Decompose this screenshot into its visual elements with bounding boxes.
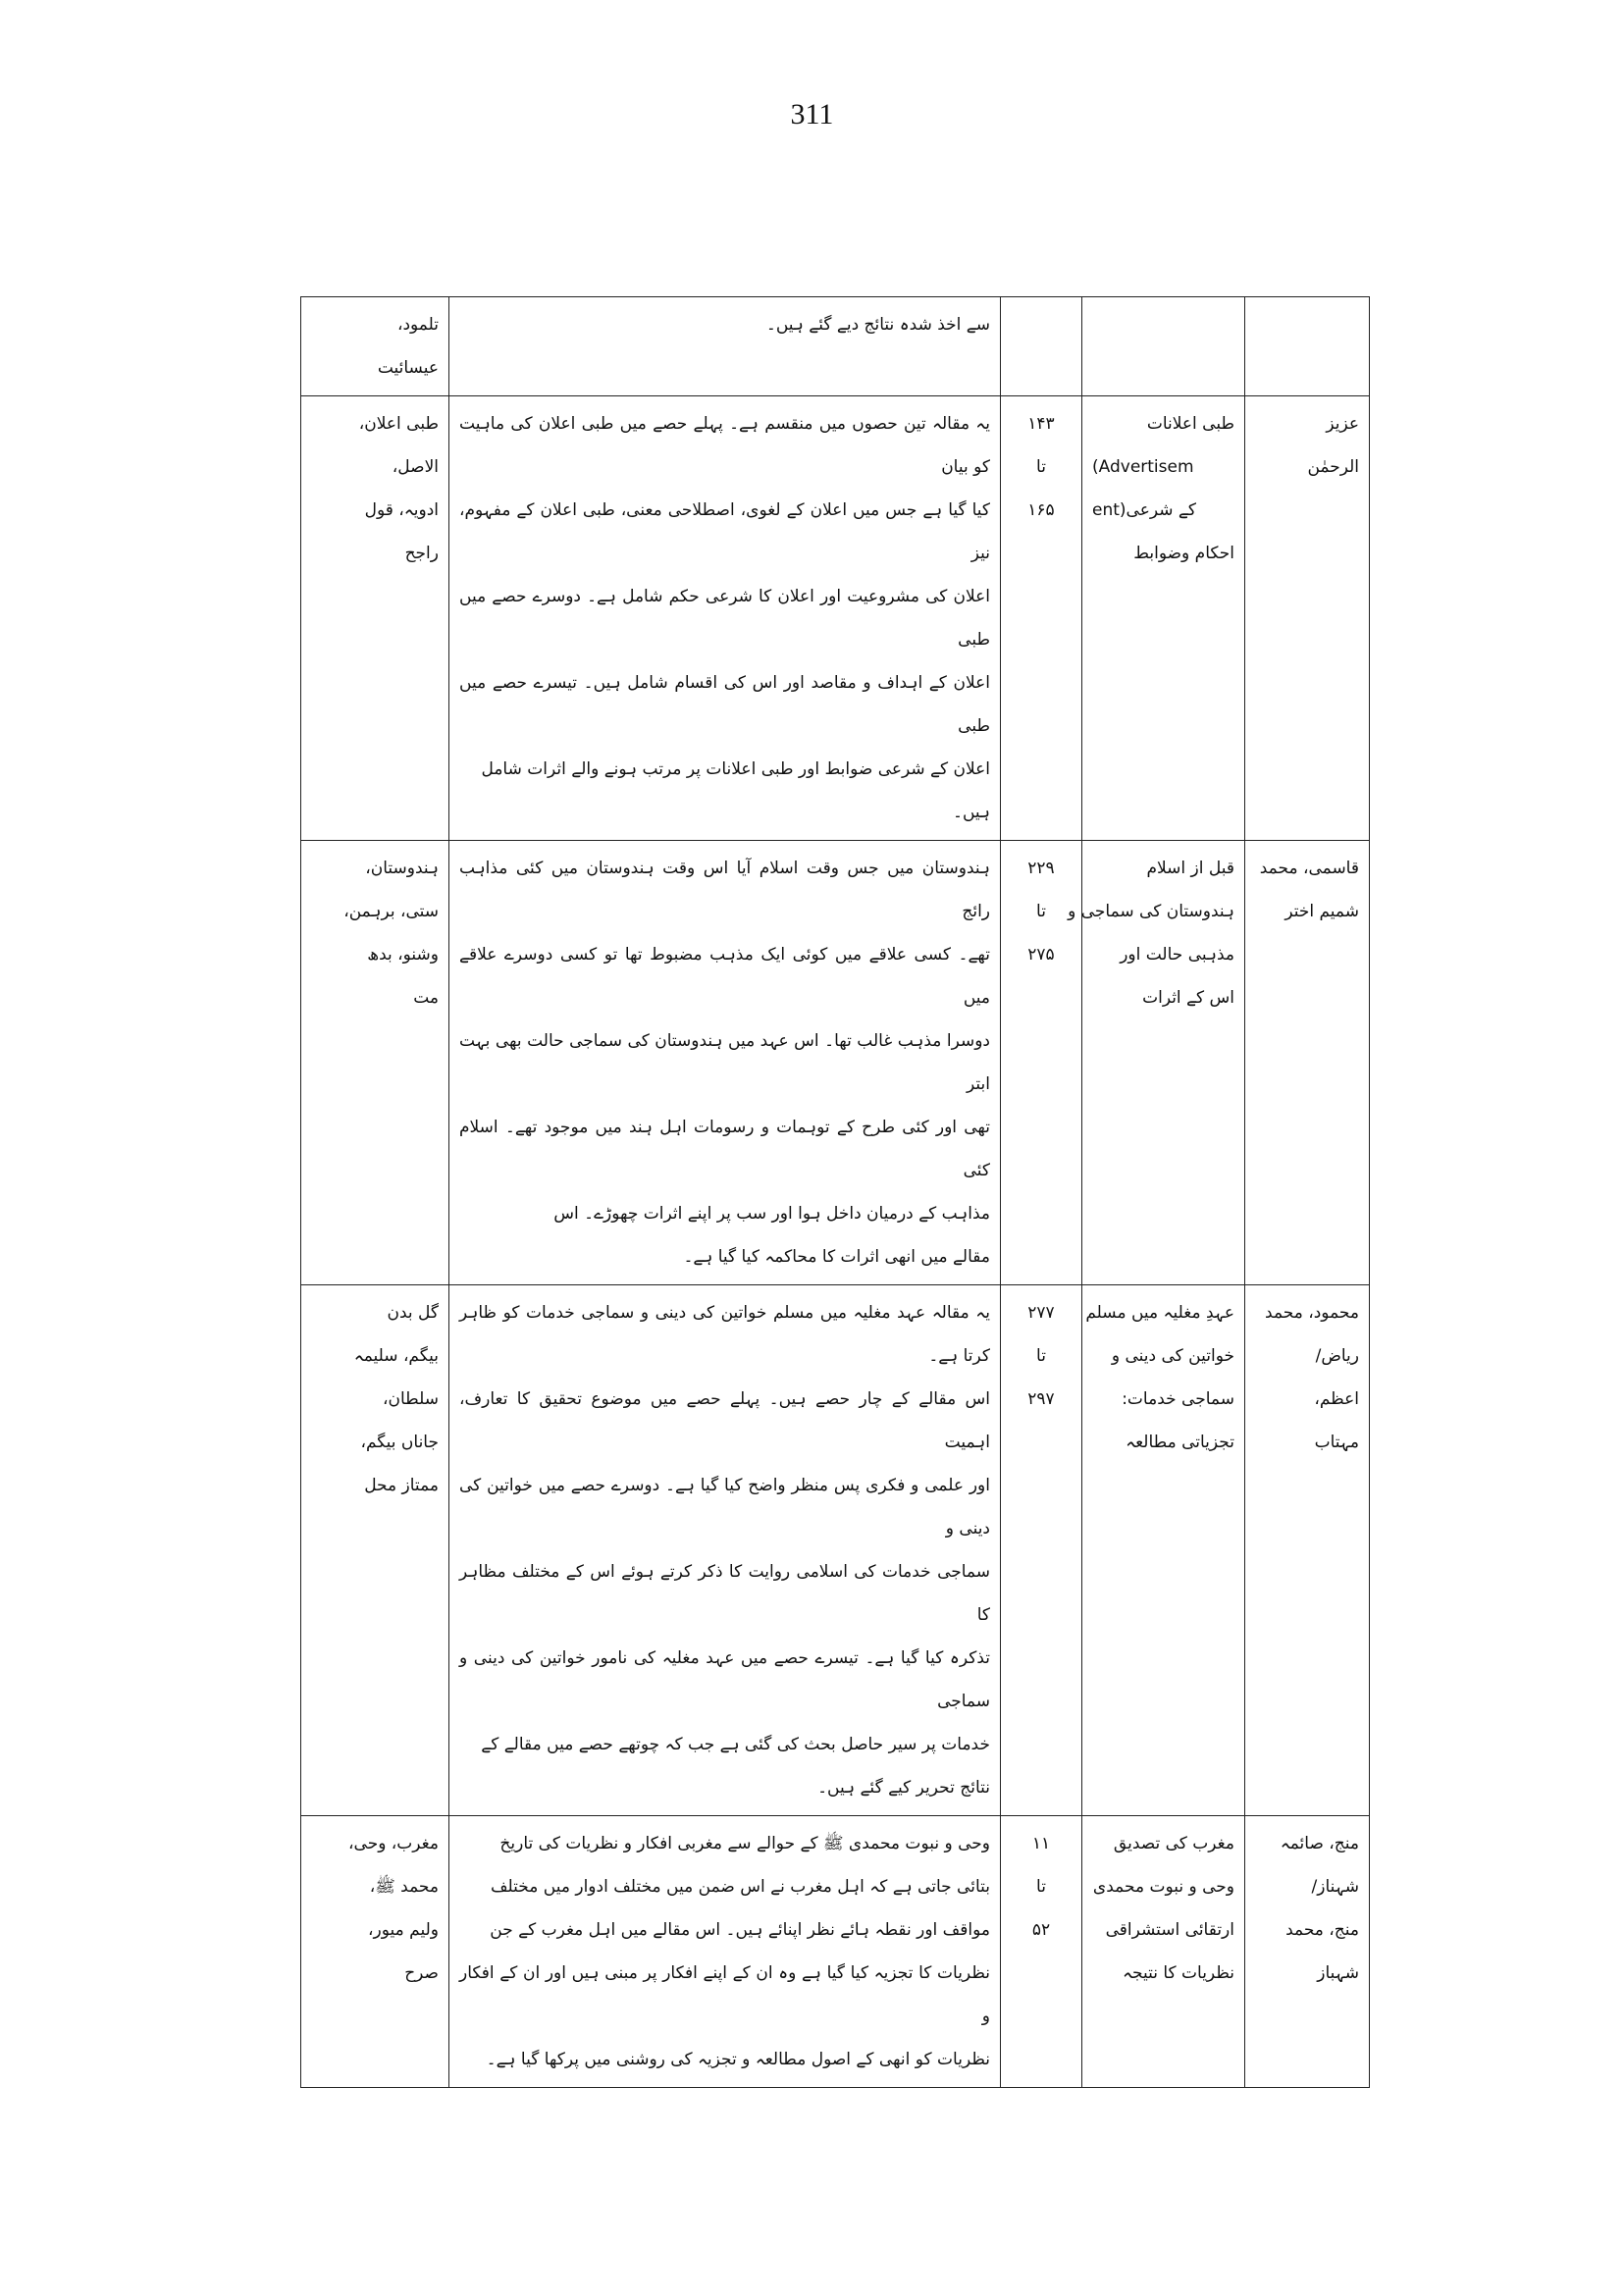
summary-line: اس مقالے کے چار حصے ہیں۔ پہلے حصے میں موضوع تحقیق کا تعارف، اہمیت — [459, 1389, 990, 1452]
summary-cell — [449, 841, 1001, 1285]
summary-line: نظریات کو انھی کے اصول مطالعہ و تجزیہ کی روشنی میں پرکھا گیا ہے۔ — [486, 2050, 990, 2069]
title-line: (Advertisem — [1092, 457, 1194, 477]
summary-line: بتائی جاتی ہے کہ اہل مغرب نے اس ضمن میں مختلف ادوار میں مختلف — [490, 1877, 990, 1897]
author-cell — [1245, 396, 1370, 841]
table-row — [301, 841, 1370, 1285]
keywords-line: محمد ﷺ، — [369, 1877, 439, 1897]
title-line: عہدِ مغلیہ میں مسلم — [1085, 1303, 1234, 1323]
keywords-line: تلمود، — [396, 315, 439, 335]
summary-cell — [449, 1816, 1001, 2088]
keywords-line: ادویہ، قول — [364, 500, 439, 520]
author-line: الرحمٰن — [1307, 457, 1359, 477]
title-cell — [1068, 841, 1245, 1285]
title-cell — [1082, 297, 1245, 396]
summary-line: یہ مقالہ تین حصوں میں منقسم ہے۔ پہلے حصے میں طبی اعلان کی ماہیت کو بیان — [459, 414, 990, 477]
title-line: سماجی خدمات: — [1122, 1389, 1234, 1409]
title-line: طبی اعلانات — [1146, 414, 1234, 434]
keywords-line: سلطان، — [383, 1389, 439, 1409]
pages-line: ۲۹۷ — [1027, 1389, 1055, 1409]
summary-line: ہیں۔ — [953, 803, 990, 822]
pages-line: ۵۲ — [1031, 1920, 1051, 1940]
summary-line: مذاہب کے درمیان داخل ہوا اور سب پر اپنے اثرات چھوڑے۔ اس — [553, 1204, 990, 1224]
author-line: شہناز/ — [1311, 1877, 1359, 1897]
keywords-cell — [301, 841, 449, 1285]
summary-line: تذکرہ کیا گیا ہے۔ تیسرے حصے میں عہد مغلیہ کی نامور خواتین کی دینی و سماجی — [459, 1648, 990, 1711]
summary-cell — [449, 1285, 1001, 1816]
summary-line: تھے۔ کسی علاقے میں کوئی ایک مذہب مضبوط تھا تو کسی دوسرے علاقے میں — [459, 945, 990, 1008]
author-line: ریاض/ — [1315, 1346, 1359, 1366]
author-line: شہباز — [1317, 1963, 1359, 1983]
title-line: ہندوستان کی سماجی و — [1068, 902, 1234, 921]
article-index-table — [300, 296, 1370, 2088]
author-line: شمیم اختر — [1284, 902, 1359, 921]
author-line: منج، صائمہ — [1280, 1834, 1359, 1853]
summary-line: اور علمی و فکری پس منظر واضح کیا گیا ہے۔ دوسرے حصے میں خواتین کی دینی و — [459, 1476, 990, 1539]
keywords-line: وشنو، بدھ — [367, 945, 439, 965]
summary-line: مواقف اور نقطہ ہائے نظر اپنائے ہیں۔ اس مقالے میں اہل مغرب کے جن — [490, 1920, 990, 1940]
summary-line: اعلان کے شرعی ضوابط اور طبی اعلانات پر مرتب ہونے والے اثرات شامل — [481, 759, 990, 779]
summary-cell — [449, 297, 1001, 396]
pages-line: ۲۲۹ — [1027, 859, 1055, 878]
summary-line: دوسرا مذہب غالب تھا۔ اس عہد میں ہندوستان کی سماجی حالت بھی بہت ابتر — [459, 1031, 990, 1094]
summary-line: سے اخذ شدہ نتائج دیے گئے ہیں۔ — [765, 315, 990, 335]
title-line: ent)کے شرعی — [1092, 500, 1196, 520]
keywords-line: ہندوستان، — [365, 859, 439, 878]
keywords-line: جاناں بیگم، — [360, 1433, 439, 1452]
keywords-line: الاصل، — [392, 457, 439, 477]
keywords-line: راجح — [404, 544, 439, 563]
title-cell — [1082, 396, 1245, 841]
summary-line: نتائج تحریر کیے گئے ہیں۔ — [817, 1778, 990, 1798]
keywords-line: ستی، برہمن، — [343, 902, 439, 921]
table-row — [301, 1816, 1370, 2088]
summary-line: کیا گیا ہے جس میں اعلان کے لغوی، اصطلاحی معنی، طبی اعلان کے مفہوم، نیز — [459, 500, 990, 563]
summary-line: وحی و نبوت محمدی ﷺ کے حوالے سے مغربی افکار و نظریات کی تاریخ — [499, 1834, 990, 1853]
keywords-line: بیگم، سلیمہ — [353, 1346, 439, 1366]
table-body — [301, 297, 1370, 2088]
title-line: مذہبی حالت اور — [1120, 945, 1234, 965]
summary-line: اعلان کے اہداف و مقاصد اور اس کی اقسام شامل ہیں۔ تیسرے حصے میں طبی — [459, 673, 990, 736]
title-cell — [1082, 1816, 1245, 2088]
title-line: احکام وضوابط — [1133, 544, 1234, 563]
title-cell — [1082, 1285, 1245, 1816]
summary-line: تھی اور کئی طرح کے توہمات و رسومات اہل ہند میں موجود تھے۔ اسلام کئی — [459, 1118, 990, 1180]
pages-line: تا — [1036, 1346, 1046, 1366]
keywords-line: طبی اعلان، — [358, 414, 439, 434]
pages-line: ۱۴۳ — [1027, 414, 1055, 434]
author-line: عزیز — [1326, 414, 1359, 434]
keywords-cell — [301, 396, 449, 841]
summary-line: سماجی خدمات کی اسلامی روایت کا ذکر کرتے ہوئے اس کے مختلف مظاہر کا — [459, 1562, 990, 1625]
page-number: 311 — [790, 98, 834, 130]
author-cell — [1245, 1285, 1370, 1816]
pages-cell — [1001, 1285, 1082, 1816]
summary-line: ہندوستان میں جس وقت اسلام آیا اس وقت ہندوستان میں کئی مذاہب رائج — [459, 859, 990, 921]
pages-cell — [1001, 297, 1082, 396]
title-line: اس کے اثرات — [1142, 988, 1234, 1008]
author-line: مہتاب — [1314, 1433, 1359, 1452]
keywords-line: صرح — [404, 1963, 439, 1983]
keywords-cell — [301, 1285, 449, 1816]
author-line: محمود، محمد — [1265, 1303, 1359, 1323]
keywords-line: مت — [413, 988, 439, 1008]
title-line: مغرب کی تصدیق — [1113, 1834, 1234, 1853]
keywords-cell — [301, 297, 449, 396]
pages-line: تا — [1036, 902, 1046, 921]
author-line: اعظم، — [1314, 1389, 1359, 1409]
author-cell — [1245, 1816, 1370, 2088]
keywords-cell — [301, 1816, 449, 2088]
summary-line: خدمات پر سیر حاصل بحث کی گئی ہے جب کہ چوتھے حصے میں مقالے کے — [481, 1735, 990, 1754]
table-row — [301, 1285, 1370, 1816]
keywords-line: عیسائیت — [377, 358, 439, 378]
title-line: وحی و نبوت محمدی — [1092, 1877, 1234, 1897]
pages-line: تا — [1036, 457, 1046, 477]
pages-cell — [1001, 1816, 1082, 2088]
pages-line: تا — [1036, 1877, 1046, 1897]
table-row — [301, 396, 1370, 841]
summary-line: اعلان کی مشروعیت اور اعلان کا شرعی حکم شامل ہے۔ دوسرے حصے میں طبی — [459, 587, 990, 650]
author-cell — [1245, 841, 1370, 1285]
title-line: خواتین کی دینی و — [1111, 1346, 1234, 1366]
author-line: منج، محمد — [1285, 1920, 1359, 1940]
pages-line: ۲۷۵ — [1027, 945, 1055, 965]
pages-line: ۲۷۷ — [1027, 1303, 1055, 1323]
author-line: قاسمی، محمد — [1259, 859, 1359, 878]
pages-cell — [1001, 396, 1082, 841]
table-row — [301, 297, 1370, 396]
summary-line: مقالے میں انھی اثرات کا محاکمہ کیا گیا ہے۔ — [683, 1247, 990, 1267]
keywords-line: ممتاز محل — [364, 1476, 439, 1495]
keywords-line: ولیم میور، — [368, 1920, 439, 1940]
summary-cell — [449, 396, 1001, 841]
title-line: قبل از اسلام — [1146, 859, 1234, 878]
author-cell — [1245, 297, 1370, 396]
title-line: نظریات کا نتیجہ — [1123, 1963, 1234, 1983]
keywords-line: مغرب، وحی، — [348, 1834, 439, 1853]
summary-line: نظریات کا تجزیہ کیا گیا ہے وہ ان کے اپنے افکار پر مبنی ہیں اور ان کے افکار و — [459, 1963, 990, 2026]
title-line: ارتقائی استشراقی — [1105, 1920, 1234, 1940]
pages-line: ۱۱ — [1031, 1834, 1051, 1853]
title-line: تجزیاتی مطالعہ — [1126, 1433, 1234, 1452]
pages-line: ۱۶۵ — [1027, 500, 1055, 520]
summary-line: یہ مقالہ عہد مغلیہ میں مسلم خواتین کی دینی و سماجی خدمات کو ظاہر کرتا ہے۔ — [459, 1303, 990, 1366]
keywords-line: گل بدن — [387, 1303, 439, 1323]
